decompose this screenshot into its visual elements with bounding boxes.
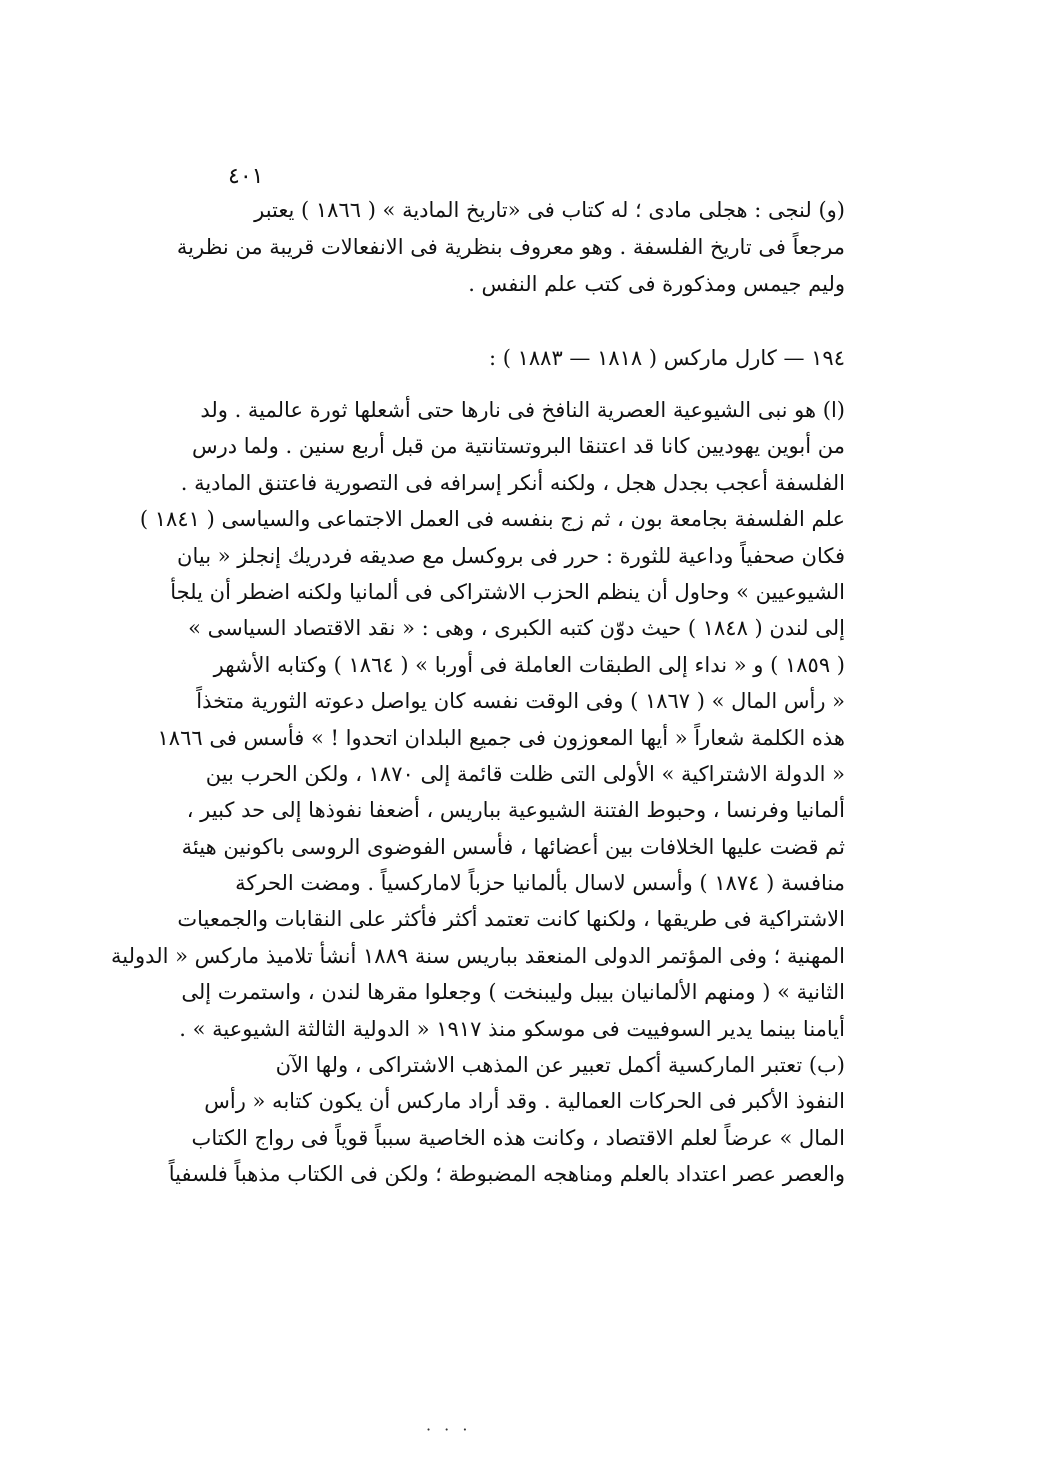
text-line: هذه الكلمة شعاراً « أيها المعوزون فى جميع البلدان اتحدوا ! » فأسس فى ١٨٦٦: [157, 725, 845, 750]
text-line: منافسة ( ١٨٧٤ ) وأسس لاسال بألمانيا حزباً لاماركسياً . ومضت الحركة: [235, 871, 845, 896]
text-line: أيامنا بينما يدير السوفييت فى موسكو منذ ١٩١٧ « الدولية الثالثة الشيوعية » .: [179, 1016, 845, 1041]
text-line: الفلسفة أعجب بجدل هجل ، ولكنه أنكر إسرافه فى التصورية فاعتنق المادية .: [180, 470, 845, 495]
text-line: من أبوين يهوديين كانا قد اعتنقا البروتستانتية من قبل أربع سنين . ولما درس: [191, 434, 845, 459]
text-line: المهنية ؛ وفى المؤتمر الدولى المنعقد بباريس سنة ١٨٨٩ أنشأ تلاميذ ماركس « الدولية: [111, 943, 845, 968]
page-number: ٤٠١: [228, 164, 264, 189]
text-line: « رأس المال » ( ١٨٦٧ ) وفى الوقت نفسه كان يواصل دعوته الثورية متخذاً: [196, 689, 845, 714]
paragraph-marx: [111, 392, 845, 1193]
section-heading: ١٩٤ — كارل ماركس ( ١٨١٨ — ١٨٨٣ ) :: [488, 346, 845, 370]
text-line: المال » عرضاً لعلم الاقتصاد ، وكانت هذه الخاصية سبباً قوياً فى رواج الكتاب: [191, 1125, 845, 1150]
text-line: فكان صحفياً وداعية للثورة : حرر فى بروكسل مع صديقه فردريك إنجلز « بيان: [177, 543, 845, 568]
text-line: « الدولة الاشتراكية » الأولى التى ظلت قائمة إلى ١٨٧٠ ، ولكن الحرب بين: [205, 761, 845, 786]
footer-dots: · · ·: [426, 1420, 472, 1439]
paragraph-lange: [176, 192, 845, 303]
text-line: ألمانيا وفرنسا ، وحبوط الفتنة الشيوعية بباريس ، أضعفا نفوذها إلى حد كبير ،: [186, 798, 845, 823]
text-line: النفوذ الأكبر فى الحركات العمالية . وقد أراد ماركس أن يكون كتابه « رأس: [204, 1089, 845, 1114]
text-line: مرجعاً فى تاريخ الفلسفة . وهو معروف بنظرية فى الانفعالات قريبة من نظرية: [176, 235, 845, 259]
text-line: الاشتراكية فى طريقها ، ولكنها كانت تعتمد أكثر فأكثر على النقابات والجمعيات: [177, 907, 845, 932]
text-line: وليم جيمس ومذكورة فى كتب علم النفس .: [468, 272, 845, 296]
text-line: (و) لنجى : هجلى مادى ؛ له كتاب فى «تاريخ المادية » ( ١٨٦٦ ) يعتبر: [254, 198, 845, 222]
text-line: (ا) هو نبى الشيوعية العصرية النافخ فى نارها حتى أشعلها ثورة عالمية . ولد: [200, 398, 845, 422]
text-line: علم الفلسفة بجامعة بون ، ثم زج بنفسه فى العمل الاجتماعى والسياسى ( ١٨٤١ ): [139, 507, 845, 532]
text-line: الشيوعيين » وحاول أن ينظم الحزب الاشتراكى فى ألمانيا ولكنه اضطر أن يلجأ: [170, 579, 845, 604]
text-line: إلى لندن ( ١٨٤٨ ) حيث دوّن كتبه الكبرى ، وهى : « نقد الاقتصاد السياسى »: [188, 616, 845, 641]
text-line: ( ١٨٥٩ ) و « نداء إلى الطبقات العاملة فى أوربا » ( ١٨٦٤ ) وكتابه الأشهر: [213, 652, 845, 677]
text-line: والعصر عصر اعتداد بالعلم ومناهجه المضبوطة ؛ ولكن فى الكتاب مذهباً فلسفياً: [168, 1162, 845, 1187]
text-line: الثانية » ( ومنهم الألمانيان بيبل وليبنخت ) وجعلوا مقرها لندن ، واستمرت إلى: [181, 980, 845, 1005]
text-line: (ب) تعتبر الماركسية أكمل تعبير عن المذهب الاشتراكى ، ولها الآن: [275, 1053, 845, 1078]
text-line: ثم قضت عليها الخلافات بين أعضائها ، فأسس الفوضوى الروسى باكونين هيئة: [181, 834, 845, 859]
